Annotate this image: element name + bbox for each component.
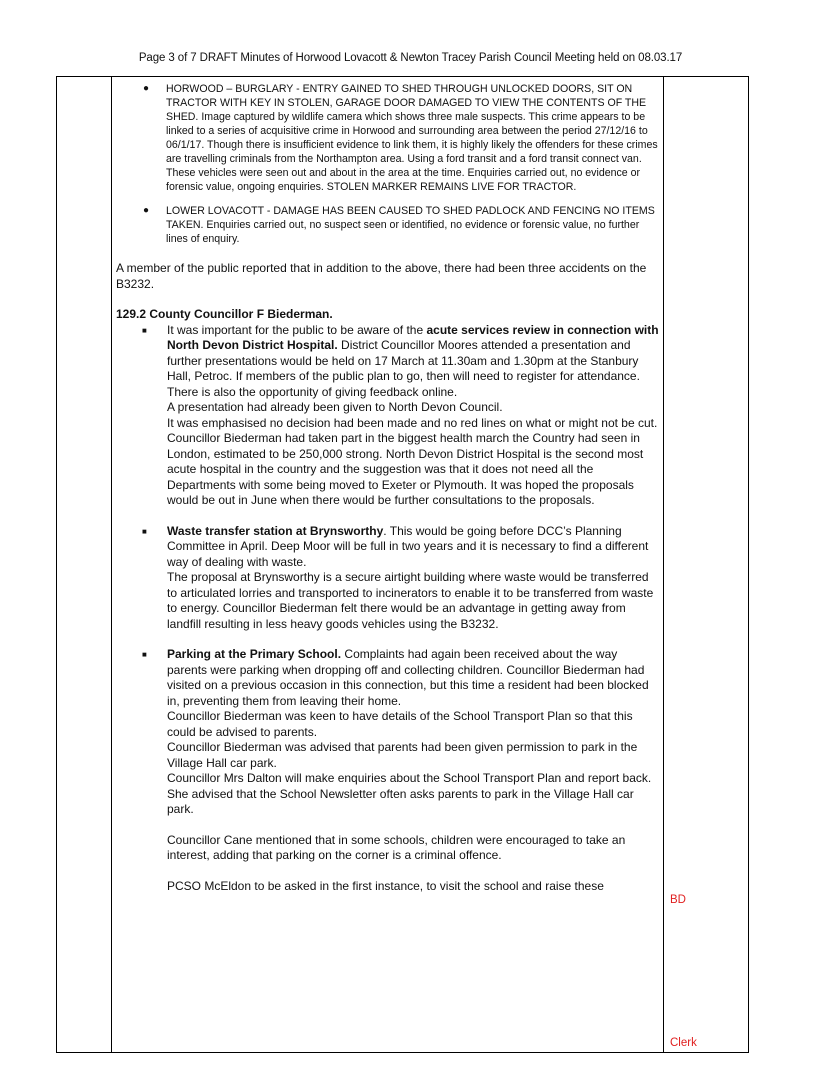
acute-para-4: Councillor Biederman had taken part in the biggest health march the Country had seen in London, estimated to be 250,000 strong. North Devon District Hospital is the second most acute hospital in the country and the suggestion was that it does not need all the Departments with some being moved to Exeter or Plymouth. It was hoped the proposals would be out in June when there would be further consultations to the proposals. <box>167 431 644 507</box>
bullet-icon: ● <box>143 83 150 94</box>
page-header: Page 3 of 7 DRAFT Minutes of Horwood Lovacott & Newton Tracey Parish Council Meeting held on 08.03.17 <box>138 52 683 64</box>
action-owner-bd: BD <box>670 894 686 906</box>
acute-para-2: A presentation had already been given to North Devon Council. <box>167 400 503 414</box>
parking-para-6: PCSO McEldon to be asked in the first instance, to visit the school and raise these <box>167 878 604 893</box>
crime-item-text: HORWOOD – BURGLARY - ENTRY GAINED TO SHED THROUGH UNLOCKED DOORS, SIT ON TRACTOR WITH KEY IN STOLEN, GARAGE DOOR DAMAGED TO VIEW THE CONTENTS OF THE SHED. Image captured by wildlife camera which shows three male suspects. This crime appears to be linked to a series of acquisitive crime in Horwood and surrounding area between the period 27/12/16 to 06/1/17. Though there is insufficient evidence to link them, it is highly likely the offenders for these crimes are travelling criminals from the Northampton area. Using a ford transit and a ford transit connect van. These vehicles were seen out and about in the area at the time. Enquiries carried out, no evidence or forensic value, ongoing enquiries. STOLEN MARKER REMAINS LIVE FOR TRACTOR. <box>166 83 658 193</box>
crime-item-lower-lovacott <box>116 204 660 246</box>
parking-para-1: Parking at the Primary School. Complaints had again been received about the way parents were parking when dropping off and collecting children. Councillor Biederman had visited on a previous occasion in this connection, but this time a resident had been blocked in, preventing them from leaving their home. <box>167 647 649 708</box>
square-bullet-icon: ■ <box>142 325 147 335</box>
square-bullet-icon: ■ <box>142 650 147 659</box>
column-divider-right <box>663 77 664 1052</box>
acute-para-3: It was emphasised no decision had been made and no red lines on what or might not be cut. <box>167 415 658 430</box>
section-heading: 129.2 County Councillor F Biederman. <box>116 307 333 321</box>
parking-para-4: Councillor Mrs Dalton will make enquiries about the School Transport Plan and report back. She advised that the School Newsletter often asks parents to park in the Village Hall car park. <box>167 771 652 816</box>
item-acute-services <box>116 323 660 509</box>
item-waste-transfer <box>116 524 660 633</box>
acute-para-1: It was important for the public to be aware of the acute services review in connection with North Devon District Hospital. District Councillor Moores attended a presentation and further presentations would be held on 17 March at 11.30am and 1.30pm at the Stanbury Hall, Petroc. If members of the public plan to go, then will need to register for attendance. There is also the opportunity of giving feedback online. <box>167 322 659 399</box>
crime-item-text: LOWER LOVACOTT - DAMAGE HAS BEEN CAUSED TO SHED PADLOCK AND FENCING NO ITEMS TAKEN. Enquiries carried out, no suspect seen or identified, no evidence or forensic value, no further lines of enquiry. <box>166 205 655 245</box>
waste-para-2: The proposal at Brynsworthy is a secure airtight building where waste would be transferred to articulated lorries and transported to incinerators to enable it to be transferred from waste to energy. Councillor Biederman felt there would be an advantage in getting away from landfill resulting in less heavy goods vehicles using the B3232. <box>167 570 654 631</box>
crime-item-horwood <box>116 82 660 194</box>
square-bullet-icon: ■ <box>142 526 147 536</box>
public-report: A member of the public reported that in addition to the above, there had been three accidents on the B3232. <box>116 261 647 291</box>
minutes-content <box>116 82 660 894</box>
parking-para-2: Councillor Biederman was keen to have details of the School Transport Plan so that this could be advised to parents. <box>167 709 633 739</box>
bullet-icon: ● <box>143 205 150 216</box>
waste-para-1: Waste transfer station at Brynsworthy. This would be going before DCC’s Planning Committee in April. Deep Moor will be full in two years and it is necessary to find a different way of dealing with waste. <box>167 523 649 569</box>
item-school-parking <box>116 647 660 894</box>
parking-para-5: Councillor Cane mentioned that in some schools, children were encouraged to take an interest, adding that parking on the corner is a criminal offence. <box>167 832 626 862</box>
column-divider-left <box>111 77 112 1052</box>
action-owner-clerk: Clerk <box>670 1037 697 1049</box>
parking-para-3: Councillor Biederman was advised that parents had been given permission to park in the Village Hall car park. <box>167 740 638 770</box>
